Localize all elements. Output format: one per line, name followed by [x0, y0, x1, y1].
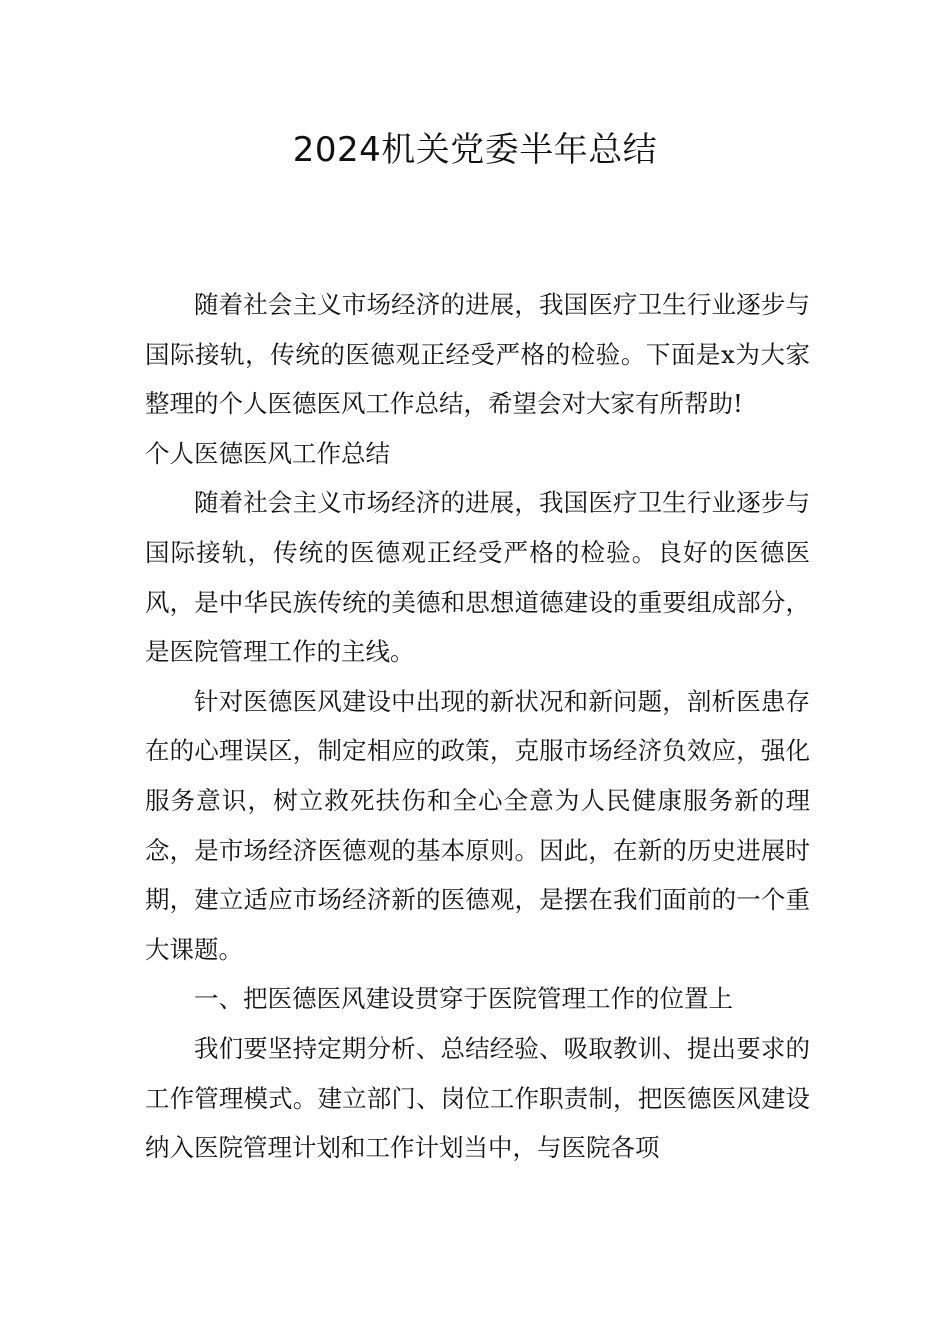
document-body: [145, 280, 810, 1173]
subsection-heading: 一、把医德医风建设贯穿于医院管理工作的位置上: [194, 984, 733, 1014]
body-paragraph: 针对医德医风建设中出现的新状况和新问题，剖析医患存在的心理误区，制定相应的政策，克服市场经济负效应，强化服务意识，树立救死扶伤和全心全意为人民健康服务新的理念，是市场经济医德观的基本原则。因此，在新的历史进展时期，建立适应市场经济新的医德观，是摆在我们面前的一个重大课题。: [145, 686, 810, 964]
section-heading: 个人医德医风工作总结: [145, 438, 390, 468]
body-paragraph: 我们要坚持定期分析、总结经验、吸取教训、提出要求的工作管理模式。建立部门、岗位工作职责制，把医德医风建设纳入医院管理计划和工作计划当中，与医院各项: [145, 1033, 810, 1163]
intro-paragraph: 随着社会主义市场经济的进展，我国医疗卫生行业逐步与国际接轨，传统的医德观正经受严格的检验。下面是x为大家整理的个人医德医风工作总结，希望会对大家有所帮助!: [145, 290, 810, 419]
body-paragraph: 随着社会主义市场经济的进展，我国医疗卫生行业逐步与国际接轨，传统的医德观正经受严格的检验。良好的医德医风，是中华民族传统的美德和思想道德建设的重要组成部分，是医院管理工作的主线。: [145, 488, 810, 667]
document-title: 2024机关党委半年总结: [292, 130, 658, 170]
